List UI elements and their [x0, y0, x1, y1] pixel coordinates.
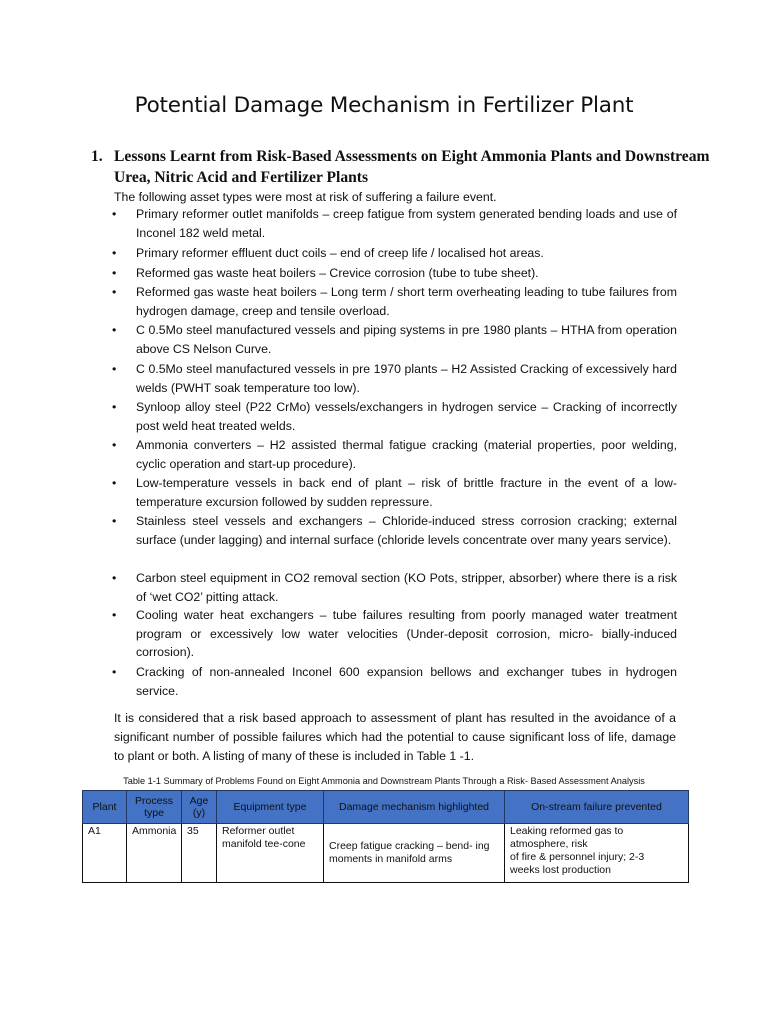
table-row [83, 824, 689, 883]
intro-text: The following asset types were most at risk of suffering a failure event. [114, 190, 497, 204]
column-header-equipment-type: Equipment type [217, 791, 324, 824]
list-item [112, 663, 677, 700]
section-heading-text: Lessons Learnt from Risk-Based Assessments on Eight Ammonia Plants and Downstream Urea, Nitric Acid and Fertilizer Plants [114, 148, 710, 186]
bullet-dot: • [112, 400, 117, 414]
column-header-failure-prevented: On-stream failure prevented [505, 791, 689, 824]
section-number: 1. [91, 148, 103, 165]
list-item-text: C 0.5Mo steel manufactured vessels and piping systems in pre 1980 plants – HTHA from operation above CS Nelson Curve. [136, 323, 677, 356]
list-item [112, 244, 677, 263]
list-item-text: Reformed gas waste heat boilers – Long term / short term overheating leading to tube failures from hydrogen damage, creep and tensile overload. [136, 285, 677, 318]
list-item [112, 264, 677, 283]
list-item-text: Low-temperature vessels in back end of plant – risk of brittle fracture in the event of a low-temperature excursion followed by sudden repressure. [136, 476, 677, 509]
bullet-dot: • [112, 476, 117, 490]
table-header-row [83, 791, 689, 824]
cell-plant: A1 [83, 824, 127, 883]
bullet-dot: • [112, 608, 117, 622]
page-title: Potential Damage Mechanism in Fertilizer Plant [134, 93, 634, 118]
cell-line: Leaking reformed gas to atmosphere, risk [510, 825, 624, 850]
column-header-process-type: Process type [127, 791, 182, 824]
list-item [112, 512, 677, 549]
table-caption: Table 1-1 Summary of Problems Found on Eight Ammonia and Downstream Plants Through a Risk- Based Assessment Analysis [123, 776, 645, 786]
list-item-text: Cracking of non-annealed Inconel 600 expansion bellows and exchanger tubes in hydrogen service. [136, 665, 677, 698]
cell-equipment-type: Reformer outlet manifold tee-cone [217, 824, 324, 883]
list-item-text: Carbon steel equipment in CO2 removal section (KO Pots, stripper, absorber) where there is a risk of ‘wet CO2’ pitting attack. [136, 571, 677, 604]
list-item [112, 205, 677, 242]
cell-damage-mechanism: Creep fatigue cracking – bend- ing moments in manifold arms [324, 824, 505, 883]
column-header-plant: Plant [83, 791, 127, 824]
list-item-text: Reformed gas waste heat boilers – Crevice corrosion (tube to tube sheet). [136, 266, 539, 280]
body-paragraph: It is considered that a risk based approach to assessment of plant has resulted in the avoidance of a significant number of possible failures which had the potential to cause significant loss of life, damage to plant or both. A listing of many of these is included in Table 1 -1. [114, 711, 676, 763]
bullet-dot: • [112, 323, 117, 337]
cell-line: weeks lost production [510, 864, 611, 876]
list-item [112, 569, 677, 606]
list-item-text: Ammonia converters – H2 assisted thermal fatigue cracking (material properties, poor welding, cyclic operation and start-up procedure). [136, 438, 677, 471]
list-item [112, 436, 677, 473]
list-item-text: Stainless steel vessels and exchangers – Chloride-induced stress corrosion cracking; external surface (under lagging) and internal surface (chloride levels concentrate over many years service). [136, 514, 677, 547]
list-item-text: Cooling water heat exchangers – tube failures resulting from poorly managed water treatment program or excessively low water velocities (Under-deposit corrosion, micro- bially-induced corrosion). [136, 608, 677, 659]
bullet-dot: • [112, 665, 117, 679]
list-item-text: Primary reformer outlet manifolds – creep fatigue from system generated bending loads and use of Inconel 182 weld metal. [136, 207, 677, 240]
column-header-age: Age (y) [182, 791, 217, 824]
bullet-dot: • [112, 266, 117, 280]
cell-failure-prevented [505, 824, 689, 883]
problems-table [82, 790, 689, 883]
bullet-dot: • [112, 246, 117, 260]
bullet-dot: • [112, 571, 117, 585]
cell-line: of fire & personnel injury; 2-3 [510, 851, 645, 863]
bullet-dot: • [112, 362, 117, 376]
cell-age: 35 [182, 824, 217, 883]
bullet-dot: • [112, 514, 117, 528]
list-item [112, 606, 677, 662]
list-item [112, 360, 677, 397]
list-item [112, 398, 677, 435]
column-header-damage-mechanism: Damage mechanism highlighted [324, 791, 505, 824]
list-item [112, 283, 677, 320]
bullet-dot: • [112, 285, 117, 299]
list-item-text: Primary reformer effluent duct coils – end of creep life / localised hot areas. [136, 246, 544, 260]
list-item-text: C 0.5Mo steel manufactured vessels in pre 1970 plants – H2 Assisted Cracking of excessively hard welds (PWHT soak temperature too low). [136, 362, 677, 395]
list-item [112, 321, 677, 358]
cell-process-type: Ammonia [127, 824, 182, 883]
bullet-dot: • [112, 207, 117, 221]
list-item [112, 474, 677, 511]
list-item-text: Synloop alloy steel (P22 CrMo) vessels/exchangers in hydrogen service – Cracking of incorrectly post weld heat treated welds. [136, 400, 677, 433]
bullet-dot: • [112, 438, 117, 452]
